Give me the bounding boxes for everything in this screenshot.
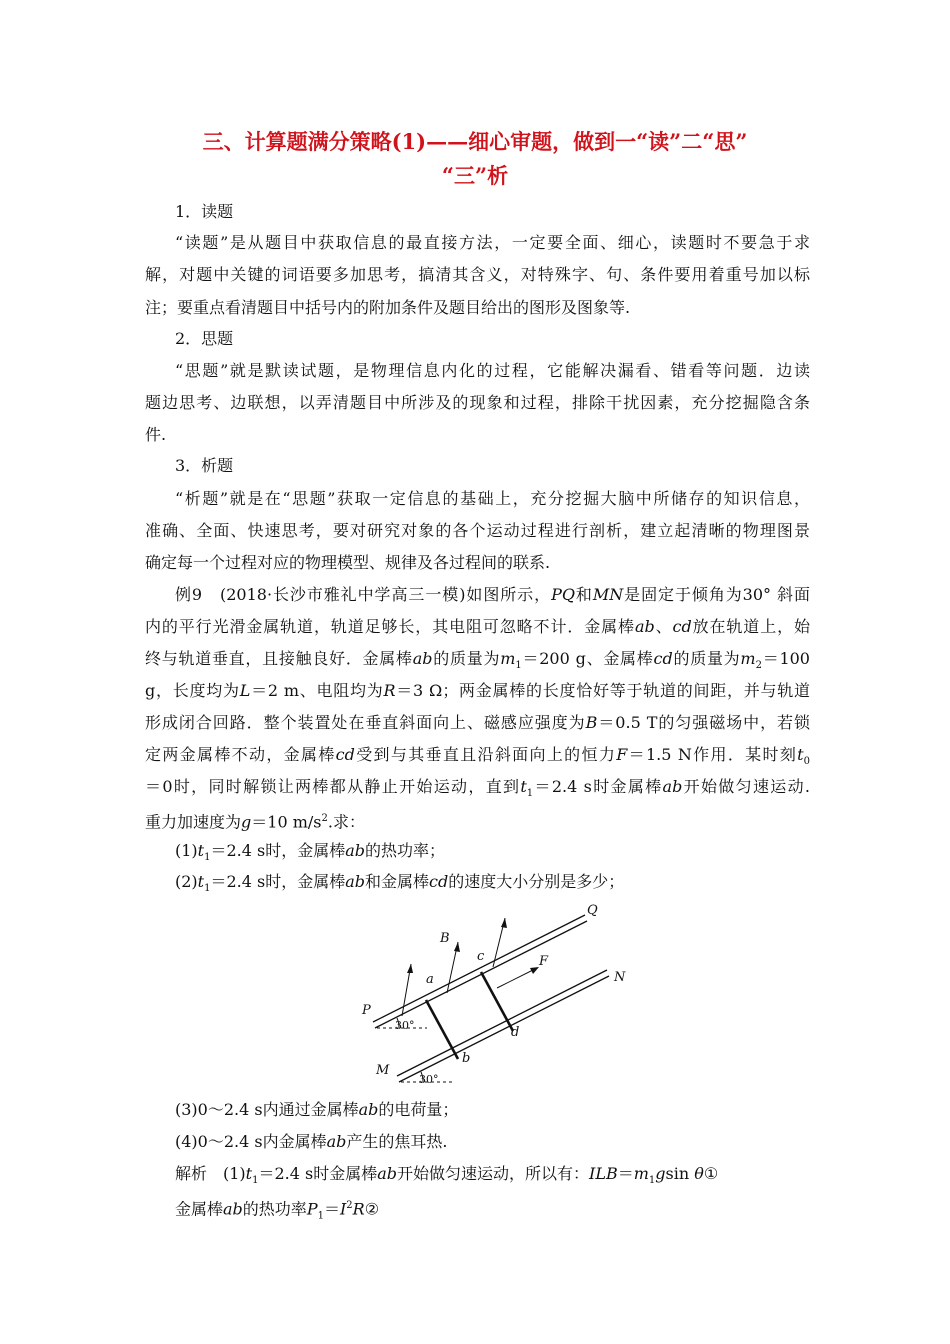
example-line: 形成闭合回路．整个装置处在垂直斜面向上、磁感应强度为B＝0.5 T的匀强磁场中，若锁	[145, 713, 810, 732]
label-p: P	[362, 1003, 371, 1018]
para-line: “思题”就是默读试题，是物理信息内化的过程，它能解决漏看、错看等问题．边读	[175, 361, 810, 380]
rail-diagram	[355, 898, 645, 1098]
example-line: 重力加速度为g＝10 $m/s^2$.求：	[145, 812, 365, 832]
label-f: F	[539, 954, 549, 969]
example-line: 内的平行光滑金属轨道，轨道足够长，其电阻可忽略不计．金属棒ab、cd放在轨道上，始	[145, 617, 810, 636]
label-b-field: B	[440, 931, 450, 946]
label-q: Q	[587, 903, 598, 918]
bar-cd	[481, 972, 513, 1031]
para-line: 准确、全面、快速思考，要对研究对象的各个运动过程进行剖析，建立起清晰的物理图景	[145, 521, 810, 540]
section-heading-3: 3．析题	[175, 456, 234, 475]
para-line: 件.	[145, 425, 167, 444]
section-heading-2: 2．思题	[175, 329, 234, 348]
example-line: 终与轨道垂直，且接触良好．金属棒ab的质量为$m_1=200$ g、金属棒cd的质量为$m_2=100$	[145, 649, 810, 672]
example-line: 例9 (2018·长沙市雅礼中学高三一模)如图所示，PQ和MN是固定于倾角为30° 斜面	[175, 585, 810, 604]
question-2: $(2)t_1=2.4$ s时，金属棒ab和金属棒cd的速度大小分别是多少；	[175, 872, 625, 895]
para-line: 注；要重点看清题目中括号内的附加条件及题目给出的图形及图象等.	[145, 298, 631, 317]
label-b: b	[462, 1051, 471, 1066]
section-heading-1: 1．读题	[175, 202, 234, 221]
label-n: N	[614, 970, 626, 985]
label-m: M	[376, 1063, 390, 1078]
page-title-line2: “三”析	[441, 163, 509, 188]
bar-ab	[426, 1000, 458, 1059]
para-line: “读题”是从题目中获取信息的最直接方法，一定要全面、细心，读题时不要急于求	[175, 233, 810, 252]
example-line: g，长度均为L＝2 m、电阻均为R＝3 Ω；两金属棒的长度恰好等于轨道的间距，并与轨道	[145, 681, 810, 700]
question-1: $(1)t_1=2.4$ s时，金属棒ab的热功率；	[175, 841, 446, 864]
label-c: c	[477, 949, 485, 964]
label-d: d	[511, 1025, 520, 1040]
para-line: 题边思考、边联想，以弄清题目中所涉及的现象和过程，排除干扰因素，充分挖掘隐含条	[145, 393, 810, 412]
question-4: (4)0～2.4 s内金属棒ab产生的焦耳热.	[175, 1132, 448, 1151]
answer-line: 金属棒ab的热功率$P_1=I^2R②$	[175, 1199, 380, 1222]
angle-label: 30°	[419, 1073, 439, 1086]
para-line: “析题”就是在“思题”获取一定信息的基础上，充分挖掘大脑中所储存的知识信息，	[175, 489, 810, 508]
question-3: (3)0～2.4 s内通过金属棒ab的电荷量；	[175, 1100, 459, 1119]
label-a: a	[426, 972, 434, 987]
para-line: 确定每一个过程对应的物理模型、规律及各过程间的联系.	[145, 553, 551, 572]
answer-line: 解析 $(1)t_1=2.4$ s时金属棒ab开始做匀速运动，所以有：$ILB=m_1gsin$ θ①	[175, 1164, 719, 1187]
para-line: 解，对题中关键的词语要多加思考，搞清其含义，对特殊字、句、条件要用着重号加以标	[145, 265, 810, 284]
page-title: 三、计算题满分策略(1)——细心审题，做到一“读”二“思”	[202, 129, 748, 154]
example-line: ＝0时，同时解锁让两棒都从静止开始运动，直到$t_1=2.4$ s时金属棒ab开始做匀速运动.	[145, 777, 811, 800]
angle-label: 30°	[395, 1019, 415, 1032]
example-line: 定两金属棒不动，金属棒cd受到与其垂直且沿斜面向上的恒力F＝1.5 N作用．某时刻$t_0$	[145, 745, 810, 768]
rail-pq	[373, 915, 585, 1022]
